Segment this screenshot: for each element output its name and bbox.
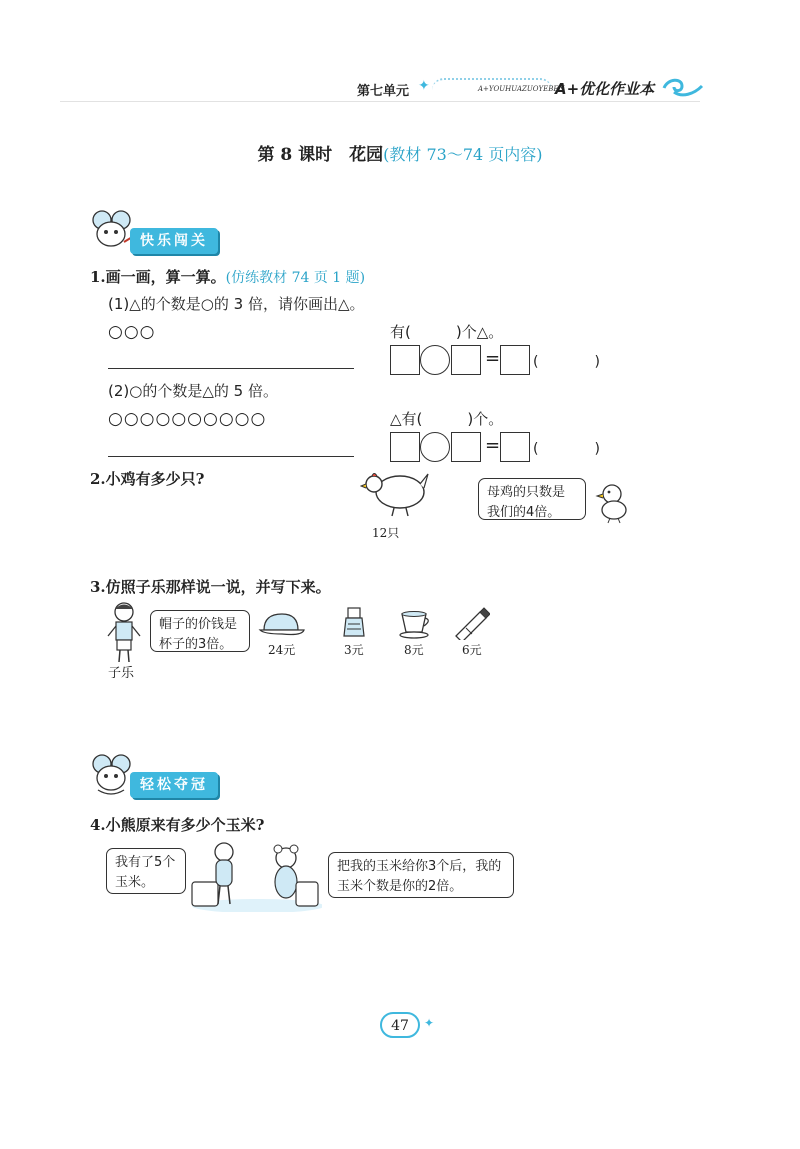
blank-box[interactable] (451, 432, 481, 462)
price-cap: 24元 (268, 643, 296, 657)
q1-part1: (1)△的个数是○的 3 倍，请你画出△。 (108, 295, 365, 313)
price-pen: 6元 (462, 643, 482, 657)
equation-row-1 (390, 345, 630, 377)
q1-label: 1.画一画，算一算。 (90, 268, 226, 286)
blank-box[interactable] (451, 345, 481, 375)
question-3 (90, 576, 331, 597)
blank-box[interactable] (500, 432, 530, 462)
operator-circle[interactable] (420, 345, 450, 375)
hen-icon (360, 462, 430, 518)
q1-part1-circles: ○○○ (108, 322, 156, 342)
blank-box[interactable] (390, 432, 420, 462)
speech-bubble-monkey: 我有了5个玉米。 (106, 848, 186, 894)
toothpaste-icon (342, 606, 368, 640)
q1-part1-answer: 有( )个△。 (390, 323, 504, 341)
q1-note: (仿练教材 74 页 1 题) (225, 270, 366, 286)
question-4 (90, 814, 264, 835)
page-title (0, 140, 800, 165)
answer-line-2 (108, 456, 354, 457)
q4-label: 4.小熊原来有多少个玉米? (90, 816, 265, 834)
price-toothpaste: 3元 (344, 643, 364, 657)
q1-part2-answer: △有( )个。 (390, 410, 504, 428)
equation-row-2 (390, 432, 630, 464)
section-badge-happy: 快乐闯关 (130, 228, 218, 254)
boy-name: 子乐 (108, 666, 135, 681)
page-number: 47 (380, 1012, 420, 1038)
hen-count: 12只 (372, 526, 400, 540)
equals-sign: = (485, 348, 501, 369)
unit-blank[interactable]: ( ) (533, 354, 600, 370)
brand-pinyin: A+YOUHUAZUOYEBEN (478, 85, 565, 93)
speech-bubble-chicks: 母鸡的只数是我们的4倍。 (478, 478, 586, 520)
q2-label: 2.小鸡有多少只? (90, 470, 205, 488)
chick-icon (592, 480, 632, 524)
q1-part2: (2)○的个数是△的 5 倍。 (108, 382, 278, 400)
title-sub: (教材 73～74 页内容) (383, 145, 543, 164)
speech-bubble-zile: 帽子的价钱是杯子的3倍。 (150, 610, 250, 652)
monkey-bear-corn-illustration (188, 838, 322, 912)
pen-icon (452, 606, 490, 640)
cap-icon (258, 610, 306, 638)
blank-box[interactable] (390, 345, 420, 375)
unit-blank[interactable]: ( ) (533, 441, 600, 457)
star-icon: ✦ (418, 78, 430, 94)
blank-box[interactable] (500, 345, 530, 375)
operator-circle[interactable] (420, 432, 450, 462)
section-badge-easy: 轻松夺冠 (130, 772, 218, 798)
price-cup: 8元 (404, 643, 424, 657)
brand-logo: A+优化作业本 (555, 80, 655, 98)
title-main: 第 8 课时 花园 (257, 145, 384, 165)
header-rule (60, 101, 700, 102)
q1-part2-circles: ○○○○○○○○○○ (108, 409, 267, 429)
answer-line-1 (108, 368, 354, 369)
sparkle-icon: ✦ (424, 1016, 435, 1030)
speech-bubble-bear: 把我的玉米给你3个后，我的玉米个数是你的2倍。 (328, 852, 514, 898)
q3-label: 3.仿照子乐那样说一说，并写下来。 (90, 578, 331, 596)
mouse-mascot-icon (88, 752, 134, 800)
mouse-mascot-icon (88, 208, 134, 256)
question-2 (90, 468, 204, 489)
swirl-icon (660, 76, 704, 98)
equals-sign: = (485, 435, 501, 456)
question-1 (90, 266, 365, 287)
boy-zile-icon (104, 600, 144, 664)
cup-icon (398, 610, 434, 640)
unit-label: 第七单元 (357, 84, 410, 99)
